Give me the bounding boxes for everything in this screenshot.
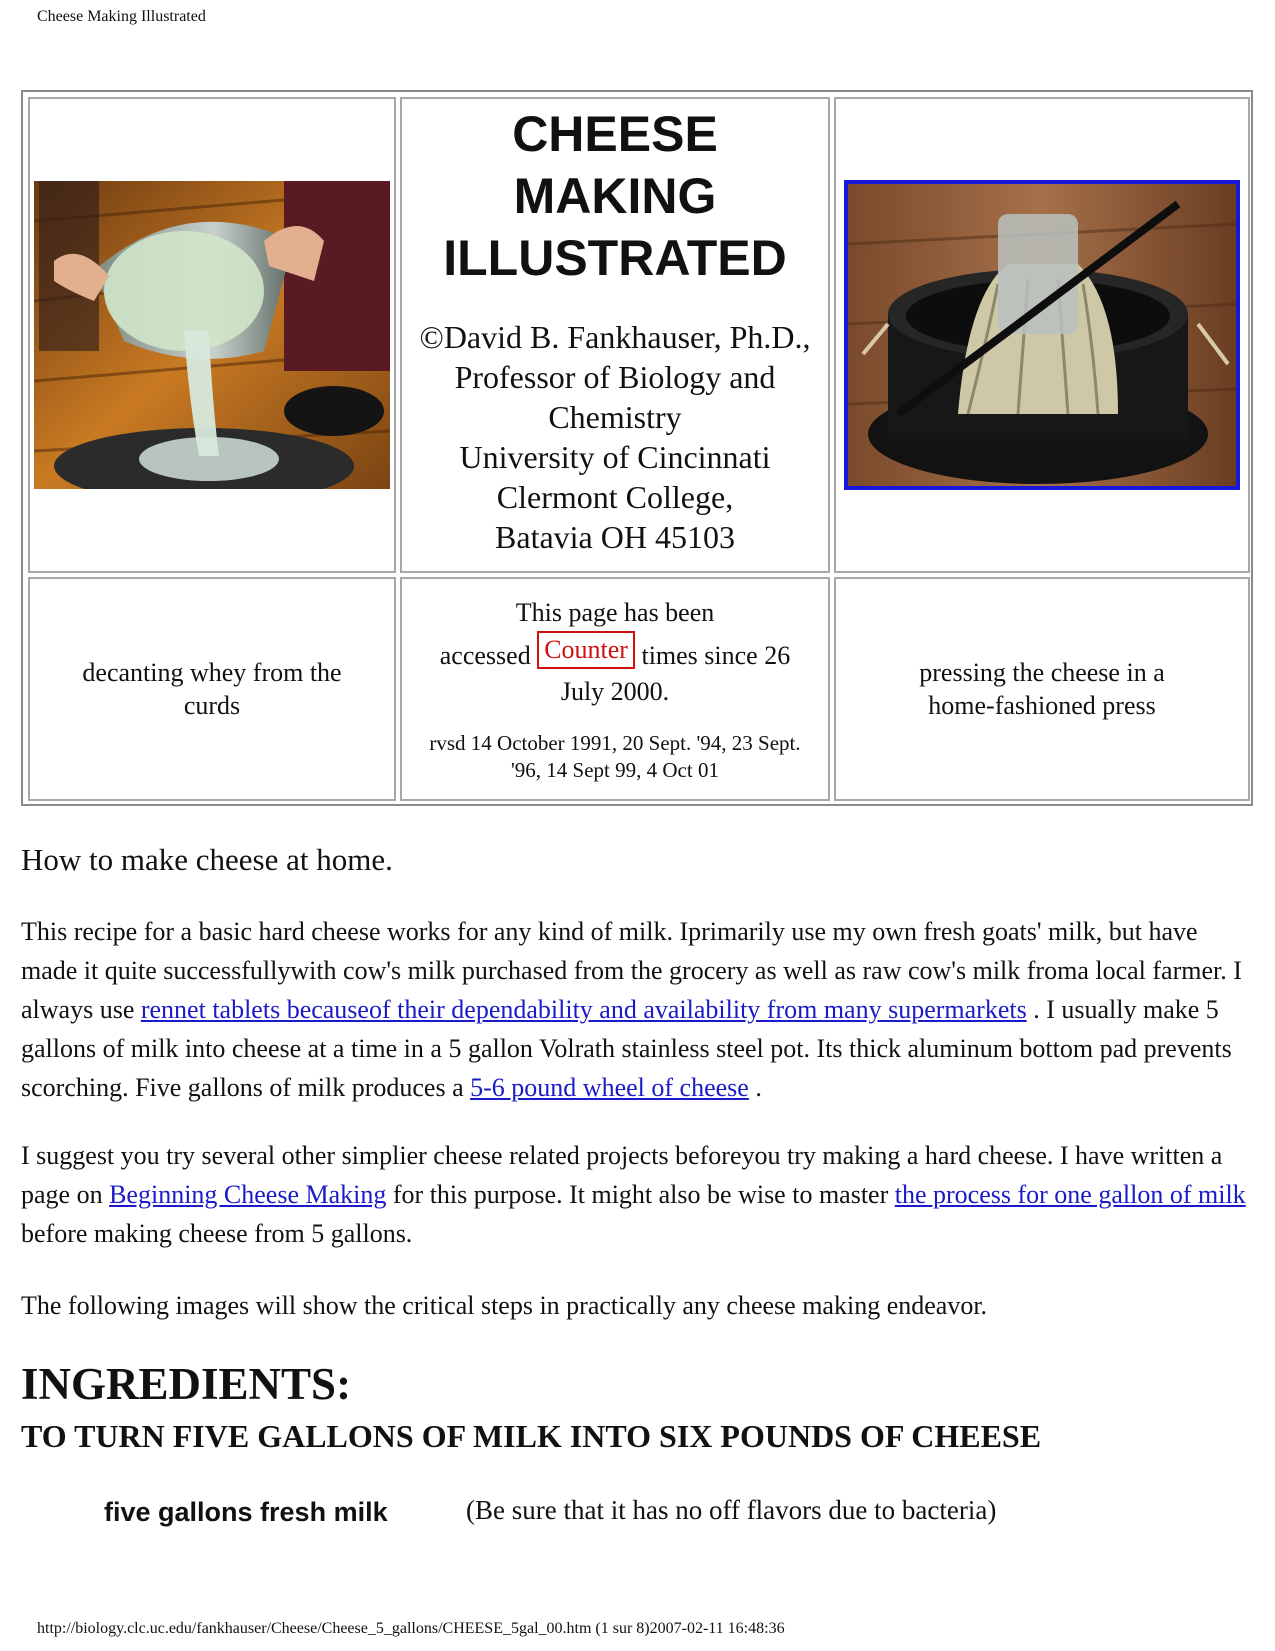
cheese-wheel-link[interactable]: 5-6 pound wheel of cheese [470,1073,749,1102]
author-line: Clermont College, [496,479,734,515]
cheese-press-photo [848,184,1236,486]
author-line: Professor of Biology and Chemistry [454,359,776,435]
beginning-cheese-making-link[interactable]: Beginning Cheese Making [109,1180,387,1209]
title-banner-table [21,90,1253,806]
ingredient-note: (Be sure that it has no off flavors due to bacteria) [466,1495,997,1525]
document-footer-url: http://biology.clc.uc.edu/fankhauser/Cheese/Cheese_5_gallons/CHEESE_5gal_00.htm (1 sur 8)2007-02-11 16:48:36 [37,1620,785,1637]
paragraph-text: I suggest you try several other simplier cheese related projects beforeyou try making a hard cheese. I have written a page on [21,1141,1223,1209]
author-line: University of Cincinnati [459,439,771,475]
author-line: ©David B. Fankhauser, Ph.D., [419,319,811,355]
cheese-press-photo-link[interactable] [844,180,1240,490]
counter-prefix-line: This page has been [515,597,715,627]
ingredients-subheading: TO TURN FIVE GALLONS OF MILK INTO SIX POUNDS OF CHEESE [21,1418,1042,1454]
intro-heading: How to make cheese at home. [21,842,393,877]
ingredient-name: five gallons fresh milk [104,1497,388,1527]
one-gallon-process-link[interactable]: the process for one gallon of milk [894,1180,1246,1209]
right-photo-cell [834,97,1250,573]
counter-prefix: accessed [439,640,531,670]
title-cell [400,97,830,573]
left-photo-caption: decanting whey from the curds [82,658,342,720]
page-title: CHEESE MAKING ILLUSTRATED [443,106,787,286]
right-caption-cell [834,577,1250,801]
counter-suffix: times since 26 July 2000. [560,640,791,706]
images-note-paragraph: The following images will show the critical steps in practically any cheese making endeavor. [21,1291,988,1320]
intro-paragraph [21,912,1246,1107]
counter-cell [400,577,830,801]
author-block [410,317,820,557]
rennet-tablets-link[interactable]: rennet tablets becauseof their dependability and availability from many supermarkets [140,995,1027,1024]
right-photo-caption: pressing the cheese in a home-fashioned press [919,658,1165,720]
paragraph-text: for this purpose. It might also be wise to master [392,1180,889,1209]
decanting-whey-photo [34,181,390,489]
document-header-title: Cheese Making Illustrated [37,8,206,25]
access-counter-text [420,595,810,710]
counter-line [420,631,810,710]
author-line: Batavia OH 45103 [495,519,735,555]
ingredients-heading: INGREDIENTS: [21,1359,352,1409]
left-caption-cell [28,577,396,801]
hit-counter-widget: Counter [537,631,635,669]
paragraph-text: . I usually make 5 gallons of milk into cheese at a time in a 5 gallon Volrath stainless steel pot. Its thick aluminum bottom pad prevents scorching. Five gallons of milk produces a [21,995,1232,1102]
suggestion-paragraph [21,1136,1246,1253]
left-photo-cell [28,97,396,573]
paragraph-text: This recipe for a basic hard cheese works for any kind of milk. Iprimarily use my own fresh goats' milk, but have made it quite successfullywith cow's milk purchased from the grocery as well as raw cow's milk froma local farmer. I always use [21,917,1242,1024]
revision-dates: rvsd 14 October 1991, 20 Sept. '94, 23 Sept. '96, 14 Sept 99, 4 Oct 01 [429,730,801,782]
paragraph-text: before making cheese from 5 gallons. [21,1219,413,1248]
paragraph-text: . [755,1073,762,1102]
